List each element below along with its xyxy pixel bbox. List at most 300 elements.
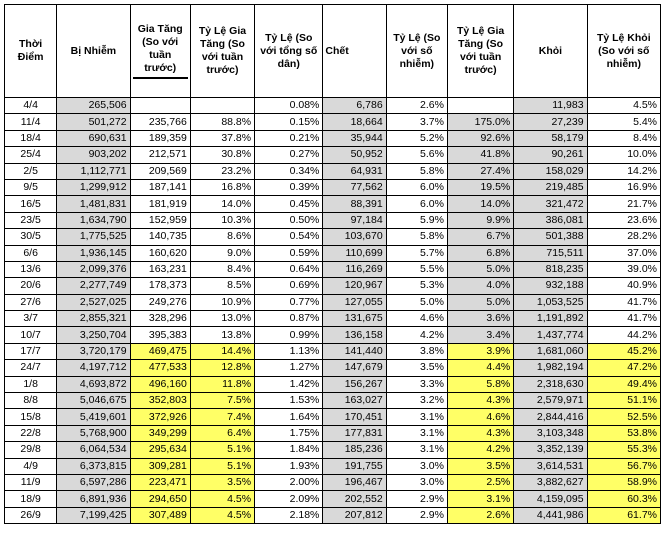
cell-death-increase-rate: 5.0% [447, 261, 513, 277]
cell-deaths: 35,944 [323, 130, 386, 146]
cell-death-rate: 2.6% [386, 98, 447, 114]
cell-recovered: 1,191,892 [514, 311, 587, 327]
cell-increase-rate: 88.8% [190, 114, 254, 130]
header-increase [130, 5, 190, 98]
cell-recovery-rate: 21.7% [587, 196, 660, 212]
cell-recovery-rate: 61.7% [587, 507, 660, 523]
cell-recovered: 27,239 [514, 114, 587, 130]
cell-recovery-rate: 51.1% [587, 393, 660, 409]
cell-population-rate: 2.09% [255, 491, 323, 507]
cell-population-rate: 1.84% [255, 442, 323, 458]
cell-date: 3/7 [5, 311, 57, 327]
cell-increase: 140,735 [130, 229, 190, 245]
cell-recovered: 386,081 [514, 212, 587, 228]
cell-increase: 469,475 [130, 343, 190, 359]
table-row [5, 442, 661, 458]
table-row [5, 163, 661, 179]
cell-recovery-rate: 56.7% [587, 458, 660, 474]
cell-date: 17/7 [5, 343, 57, 359]
cell-death-increase-rate: 4.3% [447, 393, 513, 409]
cell-recovered: 4,441,986 [514, 507, 587, 523]
cell-infected: 6,373,815 [57, 458, 130, 474]
header-increase-label: Gia Tăng (So với tuần trước) [133, 23, 188, 79]
cell-infected: 7,199,425 [57, 507, 130, 523]
table-row [5, 409, 661, 425]
cell-date: 22/8 [5, 425, 57, 441]
cell-date: 18/4 [5, 130, 57, 146]
table-row [5, 311, 661, 327]
cell-death-rate: 4.6% [386, 311, 447, 327]
cell-recovered: 219,485 [514, 179, 587, 195]
cell-date: 11/9 [5, 474, 57, 490]
cell-death-rate: 3.8% [386, 343, 447, 359]
cell-increase-rate: 7.5% [190, 393, 254, 409]
cell-increase: 328,296 [130, 311, 190, 327]
table-row [5, 245, 661, 261]
cell-increase-rate: 12.8% [190, 360, 254, 376]
cell-infected: 1,936,145 [57, 245, 130, 261]
header-infected: Bị Nhiễm [57, 5, 130, 98]
cell-deaths: 207,812 [323, 507, 386, 523]
cell-date: 10/7 [5, 327, 57, 343]
cell-recovery-rate: 39.0% [587, 261, 660, 277]
cell-increase-rate: 7.4% [190, 409, 254, 425]
cell-death-increase-rate: 4.2% [447, 442, 513, 458]
cell-death-increase-rate: 175.0% [447, 114, 513, 130]
cell-death-rate: 5.5% [386, 261, 447, 277]
cell-death-rate: 5.7% [386, 245, 447, 261]
cell-population-rate: 0.77% [255, 294, 323, 310]
cell-deaths: 177,831 [323, 425, 386, 441]
cell-infected: 5,768,900 [57, 425, 130, 441]
cell-recovery-rate: 55.3% [587, 442, 660, 458]
cell-date: 9/5 [5, 179, 57, 195]
cell-date: 4/4 [5, 98, 57, 114]
cell-population-rate: 0.34% [255, 163, 323, 179]
cell-increase: 395,383 [130, 327, 190, 343]
cell-recovery-rate: 4.5% [587, 98, 660, 114]
cell-population-rate: 0.50% [255, 212, 323, 228]
cell-date: 15/8 [5, 409, 57, 425]
table-row [5, 196, 661, 212]
cell-death-increase-rate: 9.9% [447, 212, 513, 228]
cell-death-increase-rate: 6.8% [447, 245, 513, 261]
cell-increase: 294,650 [130, 491, 190, 507]
cell-death-rate: 5.2% [386, 130, 447, 146]
cell-population-rate: 0.99% [255, 327, 323, 343]
cell-infected: 903,202 [57, 147, 130, 163]
cell-recovery-rate: 37.0% [587, 245, 660, 261]
cell-death-rate: 5.9% [386, 212, 447, 228]
cell-death-increase-rate: 6.7% [447, 229, 513, 245]
cell-increase-rate: 3.5% [190, 474, 254, 490]
cell-recovery-rate: 53.8% [587, 425, 660, 441]
cell-increase-rate: 13.8% [190, 327, 254, 343]
table-row [5, 360, 661, 376]
cell-recovered: 501,388 [514, 229, 587, 245]
table-row [5, 147, 661, 163]
cell-death-increase-rate: 3.4% [447, 327, 513, 343]
cell-increase-rate: 37.8% [190, 130, 254, 146]
cell-infected: 3,250,704 [57, 327, 130, 343]
cell-recovered: 1,681,060 [514, 343, 587, 359]
cell-deaths: 97,184 [323, 212, 386, 228]
cell-population-rate: 0.15% [255, 114, 323, 130]
cell-deaths: 88,391 [323, 196, 386, 212]
cell-infected: 1,299,912 [57, 179, 130, 195]
cell-increase-rate: 30.8% [190, 147, 254, 163]
table-row [5, 327, 661, 343]
cell-infected: 2,527,025 [57, 294, 130, 310]
cell-death-rate: 3.3% [386, 376, 447, 392]
cell-increase-rate: 10.3% [190, 212, 254, 228]
cell-death-increase-rate: 27.4% [447, 163, 513, 179]
cell-increase: 178,373 [130, 278, 190, 294]
cell-recovered: 2,579,971 [514, 393, 587, 409]
cell-population-rate: 1.64% [255, 409, 323, 425]
cell-death-increase-rate: 2.5% [447, 474, 513, 490]
cell-death-rate: 3.1% [386, 442, 447, 458]
cell-date: 13/6 [5, 261, 57, 277]
cell-date: 16/5 [5, 196, 57, 212]
cell-death-increase-rate [447, 98, 513, 114]
cell-deaths: 116,269 [323, 261, 386, 277]
cell-deaths: 156,267 [323, 376, 386, 392]
cell-date: 23/5 [5, 212, 57, 228]
cell-recovery-rate: 60.3% [587, 491, 660, 507]
cell-increase-rate [190, 98, 254, 114]
cell-recovered: 932,188 [514, 278, 587, 294]
cell-increase: 181,919 [130, 196, 190, 212]
cell-recovered: 3,882,627 [514, 474, 587, 490]
cell-population-rate: 2.00% [255, 474, 323, 490]
table-row [5, 98, 661, 114]
cell-infected: 2,855,321 [57, 311, 130, 327]
cell-population-rate: 0.21% [255, 130, 323, 146]
cell-death-rate: 5.0% [386, 294, 447, 310]
cell-recovered: 4,159,095 [514, 491, 587, 507]
cell-increase: 309,281 [130, 458, 190, 474]
cell-infected: 2,277,749 [57, 278, 130, 294]
cell-infected: 1,634,790 [57, 212, 130, 228]
cell-death-increase-rate: 3.9% [447, 343, 513, 359]
cell-increase: 152,959 [130, 212, 190, 228]
cell-increase-rate: 4.5% [190, 507, 254, 523]
cell-death-rate: 5.8% [386, 163, 447, 179]
cell-deaths: 6,786 [323, 98, 386, 114]
cell-recovered: 2,318,630 [514, 376, 587, 392]
cell-death-increase-rate: 3.6% [447, 311, 513, 327]
covid-stats-table [4, 4, 661, 524]
cell-death-increase-rate: 41.8% [447, 147, 513, 163]
cell-recovered: 158,029 [514, 163, 587, 179]
cell-increase: 295,634 [130, 442, 190, 458]
cell-recovery-rate: 52.5% [587, 409, 660, 425]
table-row [5, 261, 661, 277]
cell-increase: 477,533 [130, 360, 190, 376]
cell-recovery-rate: 10.0% [587, 147, 660, 163]
cell-recovery-rate: 41.7% [587, 311, 660, 327]
cell-death-increase-rate: 3.1% [447, 491, 513, 507]
table-row [5, 393, 661, 409]
cell-infected: 4,197,712 [57, 360, 130, 376]
cell-increase-rate: 8.6% [190, 229, 254, 245]
cell-deaths: 191,755 [323, 458, 386, 474]
cell-date: 1/8 [5, 376, 57, 392]
cell-recovery-rate: 8.4% [587, 130, 660, 146]
cell-infected: 501,272 [57, 114, 130, 130]
cell-population-rate: 1.13% [255, 343, 323, 359]
table-body [5, 98, 661, 524]
cell-population-rate: 1.27% [255, 360, 323, 376]
cell-deaths: 136,158 [323, 327, 386, 343]
header-recovery-rate: Tỷ Lệ Khỏi (So với số nhiễm) [587, 5, 660, 98]
table-row [5, 212, 661, 228]
cell-death-increase-rate: 19.5% [447, 179, 513, 195]
cell-death-rate: 3.5% [386, 360, 447, 376]
cell-increase-rate: 8.4% [190, 261, 254, 277]
cell-date: 26/9 [5, 507, 57, 523]
cell-population-rate: 0.27% [255, 147, 323, 163]
cell-infected: 3,720,179 [57, 343, 130, 359]
cell-population-rate: 0.64% [255, 261, 323, 277]
cell-death-increase-rate: 14.0% [447, 196, 513, 212]
cell-infected: 265,506 [57, 98, 130, 114]
cell-death-rate: 6.0% [386, 179, 447, 195]
cell-increase-rate: 16.8% [190, 179, 254, 195]
cell-recovered: 2,844,416 [514, 409, 587, 425]
cell-increase: 223,471 [130, 474, 190, 490]
cell-increase: 209,569 [130, 163, 190, 179]
cell-date: 2/5 [5, 163, 57, 179]
cell-population-rate: 0.08% [255, 98, 323, 114]
cell-increase-rate: 13.0% [190, 311, 254, 327]
cell-deaths: 127,055 [323, 294, 386, 310]
cell-increase-rate: 14.4% [190, 343, 254, 359]
cell-recovered: 58,179 [514, 130, 587, 146]
cell-increase: 189,359 [130, 130, 190, 146]
header-death-rate: Tỷ Lệ (So với số nhiễm) [386, 5, 447, 98]
cell-increase: 160,620 [130, 245, 190, 261]
cell-increase: 187,141 [130, 179, 190, 195]
cell-recovered: 3,352,139 [514, 442, 587, 458]
cell-deaths: 110,699 [323, 245, 386, 261]
cell-increase-rate: 10.9% [190, 294, 254, 310]
cell-increase-rate: 23.2% [190, 163, 254, 179]
header-death-increase-rate: Tỷ Lệ Gia Tăng (So với tuần trước) [447, 5, 513, 98]
cell-recovery-rate: 5.4% [587, 114, 660, 130]
cell-death-increase-rate: 4.0% [447, 278, 513, 294]
table-row [5, 491, 661, 507]
header-row [5, 5, 661, 98]
cell-population-rate: 1.42% [255, 376, 323, 392]
cell-deaths: 141,440 [323, 343, 386, 359]
cell-increase: 352,803 [130, 393, 190, 409]
cell-increase: 163,231 [130, 261, 190, 277]
cell-deaths: 202,552 [323, 491, 386, 507]
cell-death-rate: 6.0% [386, 196, 447, 212]
cell-death-rate: 3.1% [386, 425, 447, 441]
cell-increase-rate: 5.1% [190, 442, 254, 458]
table-row [5, 376, 661, 392]
cell-deaths: 103,670 [323, 229, 386, 245]
table-row [5, 458, 661, 474]
cell-date: 8/8 [5, 393, 57, 409]
cell-deaths: 18,664 [323, 114, 386, 130]
cell-infected: 5,046,675 [57, 393, 130, 409]
cell-death-rate: 5.8% [386, 229, 447, 245]
cell-increase-rate: 6.4% [190, 425, 254, 441]
table-row [5, 229, 661, 245]
cell-population-rate: 2.18% [255, 507, 323, 523]
table-row [5, 179, 661, 195]
header-recovered: Khỏi [514, 5, 587, 98]
cell-infected: 5,419,601 [57, 409, 130, 425]
cell-increase-rate: 8.5% [190, 278, 254, 294]
cell-increase: 349,299 [130, 425, 190, 441]
cell-recovered: 1,437,774 [514, 327, 587, 343]
cell-recovery-rate: 28.2% [587, 229, 660, 245]
cell-increase-rate: 11.8% [190, 376, 254, 392]
cell-death-increase-rate: 5.8% [447, 376, 513, 392]
cell-death-increase-rate: 4.3% [447, 425, 513, 441]
cell-deaths: 147,679 [323, 360, 386, 376]
cell-death-rate: 5.6% [386, 147, 447, 163]
table-row [5, 425, 661, 441]
cell-population-rate: 1.75% [255, 425, 323, 441]
table-row [5, 507, 661, 523]
cell-increase-rate: 14.0% [190, 196, 254, 212]
cell-infected: 690,631 [57, 130, 130, 146]
cell-death-rate: 5.3% [386, 278, 447, 294]
cell-increase: 372,926 [130, 409, 190, 425]
cell-recovery-rate: 23.6% [587, 212, 660, 228]
cell-population-rate: 1.53% [255, 393, 323, 409]
cell-recovery-rate: 58.9% [587, 474, 660, 490]
cell-infected: 4,693,872 [57, 376, 130, 392]
cell-increase-rate: 9.0% [190, 245, 254, 261]
cell-recovered: 1,982,194 [514, 360, 587, 376]
cell-recovery-rate: 44.2% [587, 327, 660, 343]
cell-death-increase-rate: 2.6% [447, 507, 513, 523]
cell-increase: 235,766 [130, 114, 190, 130]
cell-infected: 1,481,831 [57, 196, 130, 212]
cell-recovered: 3,614,531 [514, 458, 587, 474]
cell-date: 30/5 [5, 229, 57, 245]
cell-increase-rate: 4.5% [190, 491, 254, 507]
cell-population-rate: 0.69% [255, 278, 323, 294]
cell-recovery-rate: 14.2% [587, 163, 660, 179]
cell-deaths: 170,451 [323, 409, 386, 425]
cell-death-rate: 2.9% [386, 507, 447, 523]
table-row [5, 130, 661, 146]
cell-death-increase-rate: 3.5% [447, 458, 513, 474]
table-row [5, 474, 661, 490]
cell-recovered: 90,261 [514, 147, 587, 163]
cell-population-rate: 1.93% [255, 458, 323, 474]
cell-recovered: 1,053,525 [514, 294, 587, 310]
cell-death-rate: 2.9% [386, 491, 447, 507]
cell-increase: 496,160 [130, 376, 190, 392]
cell-death-rate: 4.2% [386, 327, 447, 343]
cell-infected: 6,064,534 [57, 442, 130, 458]
cell-date: 25/4 [5, 147, 57, 163]
cell-recovered: 715,511 [514, 245, 587, 261]
cell-date: 27/6 [5, 294, 57, 310]
cell-deaths: 120,967 [323, 278, 386, 294]
cell-date: 29/8 [5, 442, 57, 458]
cell-increase: 249,276 [130, 294, 190, 310]
table-row [5, 278, 661, 294]
cell-increase-rate: 5.1% [190, 458, 254, 474]
cell-death-rate: 3.0% [386, 458, 447, 474]
cell-deaths: 50,952 [323, 147, 386, 163]
cell-infected: 1,775,525 [57, 229, 130, 245]
cell-death-increase-rate: 4.6% [447, 409, 513, 425]
cell-date: 20/6 [5, 278, 57, 294]
cell-recovery-rate: 45.2% [587, 343, 660, 359]
cell-recovery-rate: 41.7% [587, 294, 660, 310]
header-increase-rate: Tỷ Lệ Gia Tăng (So với tuần trước) [190, 5, 254, 98]
table-row [5, 114, 661, 130]
cell-date: 24/7 [5, 360, 57, 376]
cell-deaths: 196,467 [323, 474, 386, 490]
cell-infected: 6,597,286 [57, 474, 130, 490]
table-row [5, 343, 661, 359]
cell-population-rate: 0.54% [255, 229, 323, 245]
cell-recovered: 818,235 [514, 261, 587, 277]
header-population-rate: Tỷ Lệ (So với tổng số dân) [255, 5, 323, 98]
cell-death-increase-rate: 92.6% [447, 130, 513, 146]
table-row [5, 294, 661, 310]
cell-deaths: 77,562 [323, 179, 386, 195]
cell-death-rate: 3.0% [386, 474, 447, 490]
cell-recovered: 11,983 [514, 98, 587, 114]
cell-population-rate: 0.45% [255, 196, 323, 212]
cell-recovered: 321,472 [514, 196, 587, 212]
cell-recovery-rate: 40.9% [587, 278, 660, 294]
cell-death-rate: 3.7% [386, 114, 447, 130]
cell-deaths: 64,931 [323, 163, 386, 179]
cell-deaths: 163,027 [323, 393, 386, 409]
cell-deaths: 185,236 [323, 442, 386, 458]
cell-increase [130, 98, 190, 114]
header-date: Thời Điểm [5, 5, 57, 98]
cell-death-rate: 3.1% [386, 409, 447, 425]
cell-death-increase-rate: 5.0% [447, 294, 513, 310]
cell-date: 4/9 [5, 458, 57, 474]
cell-death-increase-rate: 4.4% [447, 360, 513, 376]
cell-population-rate: 0.87% [255, 311, 323, 327]
cell-recovery-rate: 16.9% [587, 179, 660, 195]
cell-infected: 1,112,771 [57, 163, 130, 179]
cell-infected: 6,891,936 [57, 491, 130, 507]
cell-infected: 2,099,376 [57, 261, 130, 277]
cell-date: 11/4 [5, 114, 57, 130]
cell-deaths: 131,675 [323, 311, 386, 327]
cell-recovered: 3,103,348 [514, 425, 587, 441]
cell-increase: 212,571 [130, 147, 190, 163]
cell-population-rate: 0.39% [255, 179, 323, 195]
cell-date: 6/6 [5, 245, 57, 261]
cell-date: 18/9 [5, 491, 57, 507]
header-deaths: Chết [323, 5, 386, 98]
cell-death-rate: 3.2% [386, 393, 447, 409]
cell-population-rate: 0.59% [255, 245, 323, 261]
cell-recovery-rate: 49.4% [587, 376, 660, 392]
cell-increase: 307,489 [130, 507, 190, 523]
cell-recovery-rate: 47.2% [587, 360, 660, 376]
